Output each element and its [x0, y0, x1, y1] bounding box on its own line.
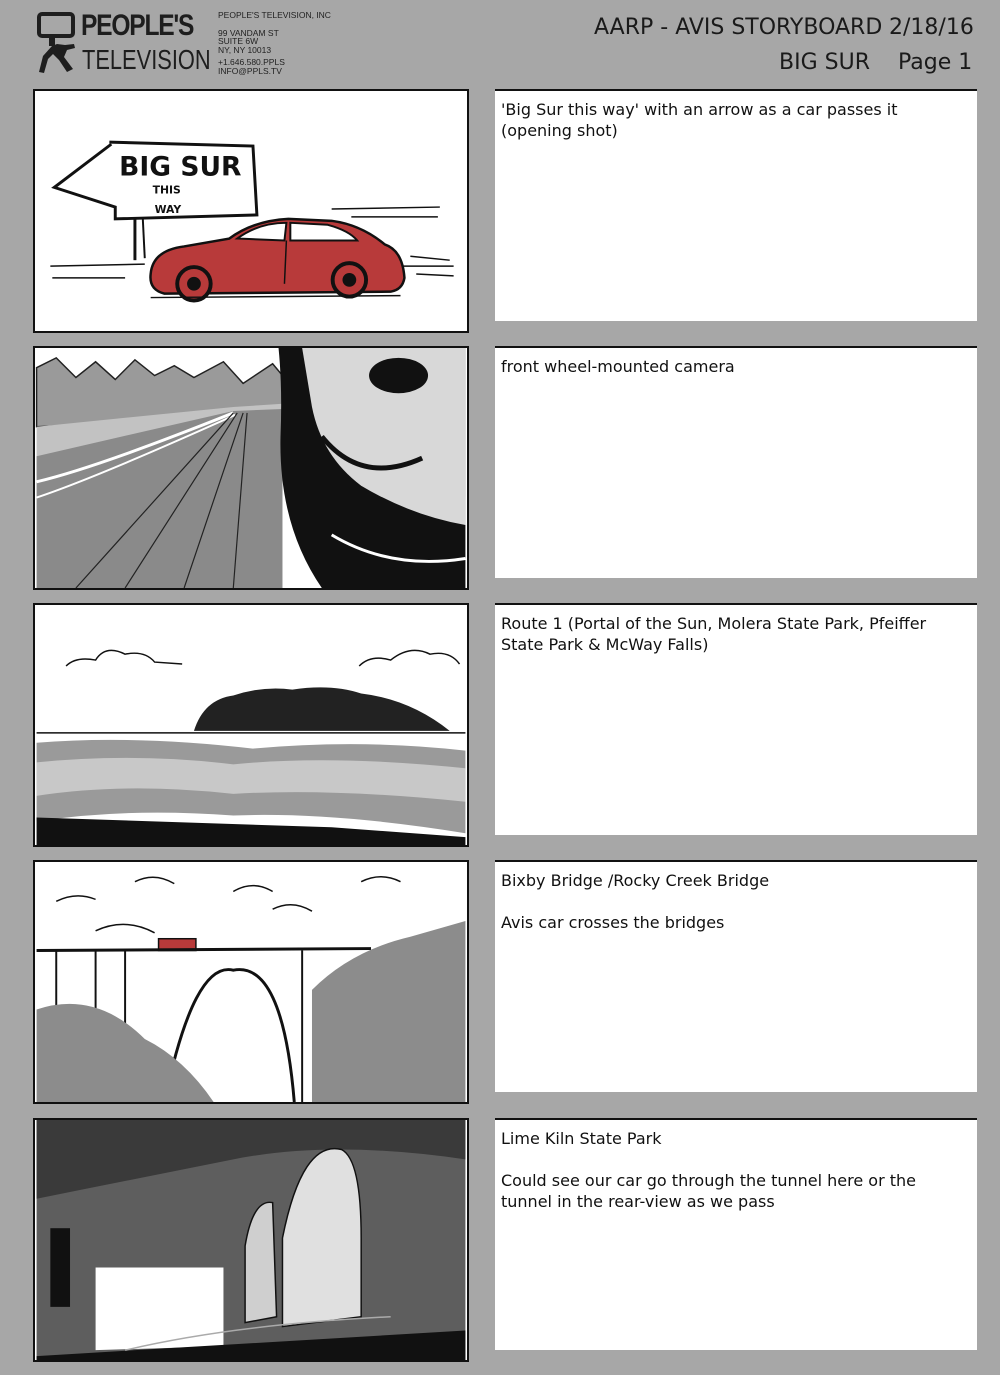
address-line: 99 VANDAM ST — [218, 27, 279, 38]
page-number: Page 1 — [898, 50, 973, 75]
storyboard-panel-3 — [33, 603, 469, 847]
panel-1-sketch — [35, 91, 467, 331]
storyboard-header — [0, 0, 1000, 86]
logo-wordmark-top: PEOPLE'S — [81, 9, 194, 42]
company-address — [218, 11, 331, 75]
panel-note: Avis car crosses the bridges — [501, 913, 725, 932]
panel-5-notes — [495, 1118, 977, 1350]
sign-text-way: WAY — [154, 202, 182, 216]
panel-4-sketch — [35, 862, 467, 1102]
panel-note: 'Big Sur this way' with an arrow as a car passes it (opening shot) — [501, 100, 898, 140]
panel-note: Bixby Bridge /Rocky Creek Bridge — [501, 871, 770, 890]
panel-1-notes — [495, 89, 977, 321]
tunnel-opening — [96, 1268, 224, 1351]
rock-island — [194, 687, 450, 731]
storyboard-panel-2 — [33, 346, 469, 590]
panel-5-sketch — [35, 1120, 467, 1360]
address-line: NY, NY 10013 — [218, 44, 272, 55]
logo-wordmark-bottom: TELEVISION — [82, 44, 211, 75]
storyboard-panel-5 — [33, 1118, 469, 1362]
storyboard-date: 2/18/16 — [889, 15, 974, 40]
panel-note: Lime Kiln State Park — [501, 1129, 662, 1148]
panel-note: Route 1 (Portal of the Sun, Molera State Park, Pfeiffer State Park & McWay Falls) — [501, 614, 927, 654]
company-phone: +1.646.580.PPLS — [218, 57, 285, 67]
storyboard-title: AARP - AVIS STORYBOARD — [594, 15, 883, 40]
panel-3-notes — [495, 603, 977, 835]
address-line: SUITE 6W — [218, 36, 259, 46]
panel-note: front wheel-mounted camera — [501, 357, 735, 376]
company-email: INFO@PPLS.TV — [218, 65, 282, 76]
company-logo — [37, 9, 211, 80]
storyboard-panel-1 — [33, 89, 469, 333]
panel-4-notes — [495, 860, 977, 1092]
panel-2-sketch — [35, 348, 467, 588]
storyboard-panel-4 — [33, 860, 469, 1104]
panel-3-sketch — [35, 605, 467, 845]
company-name: PEOPLE'S TELEVISION, INC — [218, 10, 331, 20]
panel-2-notes — [495, 346, 977, 578]
tv-person-icon — [37, 12, 79, 76]
panel-note: Could see our car go through the tunnel here or the tunnel in the rear-view as we pass — [501, 1171, 917, 1211]
storyboard-location: BIG SUR — [779, 50, 870, 75]
sign-text-big-sur: BIG SUR — [119, 151, 242, 183]
sign-text-this: THIS — [152, 183, 181, 197]
